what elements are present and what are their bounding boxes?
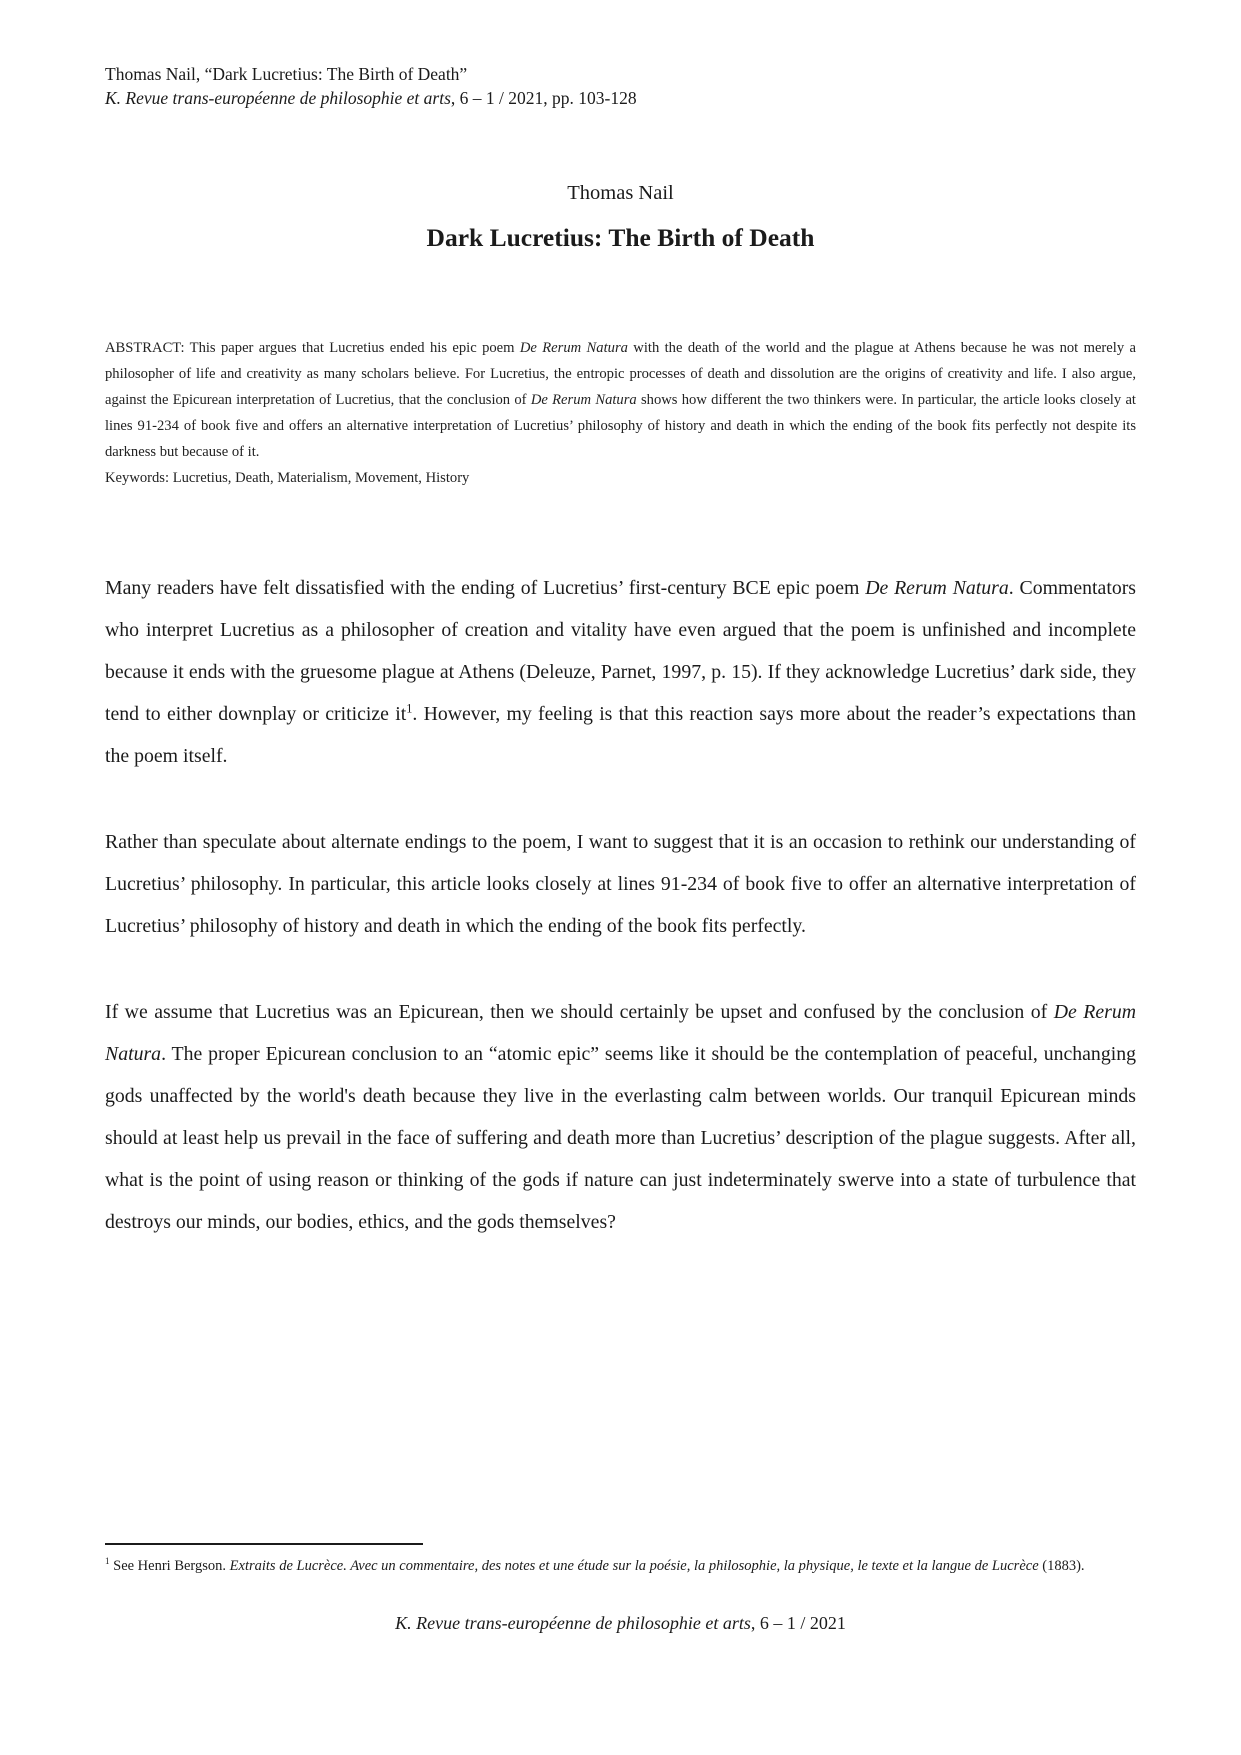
footnote-section — [105, 1543, 1136, 1577]
keywords: Keywords: Lucretius, Death, Materialism, Movement, History — [105, 470, 470, 487]
running-header-citation: Thomas Nail, “Dark Lucretius: The Birth of Death” — [105, 64, 468, 84]
running-header — [105, 62, 1136, 110]
abstract: ABSTRACT: This paper argues that Lucretius ended his epic poem De Rerum Natura with the death of the world and the plague at Athens because he was not merely a philosopher of life and creativity as many scholars believe. For Lucretius, the entropic processes of death and dissolution are the origins of creativity and life. I also argue, against the Epicurean interpretation of Lucretius, that the conclusion of De Rerum Natura shows how different the two thinkers were. In particular, the article looks closely at lines 91-234 of book five and offers an alternative interpretation of Lucretius’ philosophy of history and death in which the ending of the book fits perfectly not despite its darkness but because of it. — [105, 340, 1136, 461]
body-paragraph-2: Rather than speculate about alternate endings to the poem, I want to suggest that it is an occasion to rethink our understanding of Lucretius’ philosophy. In particular, this article looks closely at lines 91-234 of book five to offer an alternative interpretation of Lucretius’ philosophy of history and death in which the ending of the book fits perfectly. — [105, 831, 1136, 938]
footnote-divider — [105, 1543, 423, 1545]
body-paragraph-1: Many readers have felt dissatisfied with the ending of Lucretius’ first-century BCE epic poem De Rerum Natura. Commentators who interpret Lucretius as a philosopher of creation and vitality have even argued that the poem is unfinished and incomplete because it ends with the gruesome plague at Athens (Deleuze, Parnet, 1997, p. 15). If they acknowledge Lucretius’ dark side, they tend to either downplay or criticize $it^1$. However, my feeling is that this reaction says more about the reader’s expectations than the poem itself. — [105, 577, 1137, 768]
article-body — [105, 567, 1136, 1243]
page-title: Dark Lucretius: The Birth of Death — [426, 223, 815, 252]
running-header-journal: K. Revue trans-européenne de philosophie et arts, 6 – 1 / 2021, pp. 103-128 — [105, 88, 637, 108]
page-footer: K. Revue trans-européenne de philosophie et arts, 6 – 1 / 2021 — [395, 1613, 846, 1633]
footnote-1: $^1$ See Henri Bergson. Extraits de Lucrèce. Avec un commentaire, des notes et une étude sur la poésie, la philosophie, la physique, le texte et la langue de Lucrèce (1883). — [105, 1556, 1085, 1574]
body-paragraph-3: If we assume that Lucretius was an Epicurean, then we should certainly be upset and confused by the conclusion of De Rerum Natura. The proper Epicurean conclusion to an “atomic epic” seems like it should be the contemplation of peaceful, unchanging gods unaffected by the world's death because they live in the everlasting calm between worlds. Our tranquil Epicurean minds should at least help us prevail in the face of suffering and death more than Lucretius’ description of the plague suggests. After all, what is the point of using reason or thinking of the gods if nature can just indeterminately swerve into a state of turbulence that destroys our minds, our bodies, ethics, and the gods themselves? — [105, 1001, 1136, 1234]
author-name: Thomas Nail — [567, 182, 674, 204]
